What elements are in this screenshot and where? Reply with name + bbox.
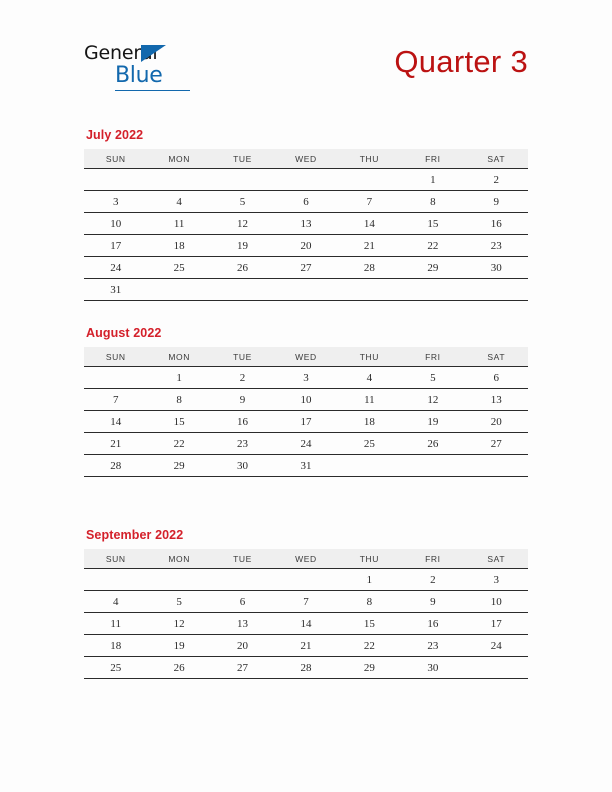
- calendar-week-row: [84, 213, 528, 235]
- month-block-august: [84, 326, 528, 477]
- calendar-day-cell[interactable]: 29: [338, 657, 401, 679]
- calendar-day-cell[interactable]: 23: [211, 433, 274, 455]
- calendar-day-cell[interactable]: 26: [211, 257, 274, 279]
- calendar-day-cell[interactable]: 22: [147, 433, 210, 455]
- calendar-day-empty: [211, 569, 274, 591]
- calendar-week-row: [84, 411, 528, 433]
- calendar-day-cell[interactable]: 7: [84, 389, 147, 411]
- calendar-day-empty: [401, 455, 464, 477]
- calendar-day-cell[interactable]: 21: [338, 235, 401, 257]
- calendar-table-july: [84, 149, 528, 301]
- calendar-day-cell[interactable]: 6: [465, 367, 528, 389]
- calendar-week-row: [84, 635, 528, 657]
- calendar-week-row: [84, 191, 528, 213]
- calendar-day-cell[interactable]: 21: [84, 433, 147, 455]
- calendar-day-cell[interactable]: 18: [147, 235, 210, 257]
- calendar-day-cell[interactable]: 5: [211, 191, 274, 213]
- calendar-day-cell[interactable]: 28: [274, 657, 337, 679]
- calendar-week-row: [84, 569, 528, 591]
- calendar-day-cell[interactable]: 3: [465, 569, 528, 591]
- calendar-week-row: [84, 613, 528, 635]
- calendar-day-cell[interactable]: 13: [465, 389, 528, 411]
- calendar-day-empty: [84, 367, 147, 389]
- calendar-day-cell[interactable]: 2: [401, 569, 464, 591]
- calendar-body: [84, 569, 528, 679]
- calendar-day-cell[interactable]: 16: [401, 613, 464, 635]
- calendar-day-cell[interactable]: 19: [211, 235, 274, 257]
- calendar-table-september: [84, 549, 528, 679]
- calendar-day-cell[interactable]: 11: [147, 213, 210, 235]
- calendar-day-empty: [211, 169, 274, 191]
- calendar-day-cell[interactable]: 16: [211, 411, 274, 433]
- weekday-header-tue: TUE: [211, 347, 274, 367]
- calendar-week-row: [84, 257, 528, 279]
- calendar-day-cell[interactable]: 3: [274, 367, 337, 389]
- calendar-week-row: [84, 455, 528, 477]
- calendar-day-cell[interactable]: 5: [147, 591, 210, 613]
- calendar-day-empty: [147, 169, 210, 191]
- calendar-week-row: [84, 235, 528, 257]
- calendar-day-cell[interactable]: 8: [147, 389, 210, 411]
- calendar-day-empty: [274, 569, 337, 591]
- calendar-day-empty: [465, 455, 528, 477]
- calendar-day-cell[interactable]: 18: [84, 635, 147, 657]
- calendar-day-cell[interactable]: 12: [211, 213, 274, 235]
- calendar-day-empty: [274, 169, 337, 191]
- calendar-day-cell[interactable]: 20: [465, 411, 528, 433]
- calendar-day-cell[interactable]: 27: [465, 433, 528, 455]
- calendar-day-empty: [338, 169, 401, 191]
- calendar-day-cell[interactable]: 9: [211, 389, 274, 411]
- calendar-body: [84, 367, 528, 477]
- weekday-header-tue: TUE: [211, 549, 274, 569]
- calendar-week-row: [84, 433, 528, 455]
- calendar-day-cell[interactable]: 9: [401, 591, 464, 613]
- calendar-day-cell[interactable]: 15: [147, 411, 210, 433]
- calendar-day-cell[interactable]: 10: [465, 591, 528, 613]
- weekday-header-sun: SUN: [84, 549, 147, 569]
- calendar-day-cell[interactable]: 24: [274, 433, 337, 455]
- calendar-day-cell[interactable]: 17: [465, 613, 528, 635]
- calendar-day-empty: [338, 279, 401, 301]
- calendar-day-cell[interactable]: 17: [84, 235, 147, 257]
- logo-text-general: General: [84, 42, 158, 64]
- weekday-header-tue: TUE: [211, 149, 274, 169]
- logo-triangle-icon: [141, 45, 166, 62]
- calendar-day-cell[interactable]: 30: [211, 455, 274, 477]
- calendar-day-cell[interactable]: 25: [147, 257, 210, 279]
- page-header: [84, 38, 528, 100]
- weekday-header-row: [84, 149, 528, 169]
- calendar-day-cell[interactable]: 30: [465, 257, 528, 279]
- quarter-title: Quarter 3: [394, 44, 528, 79]
- calendar-week-row: [84, 657, 528, 679]
- calendar-day-cell[interactable]: 11: [84, 613, 147, 635]
- calendar-day-cell[interactable]: 31: [84, 279, 147, 301]
- weekday-header-fri: FRI: [401, 149, 464, 169]
- weekday-header-sat: SAT: [465, 549, 528, 569]
- calendar-day-empty: [465, 279, 528, 301]
- weekday-header-fri: FRI: [401, 549, 464, 569]
- month-block-september: [84, 528, 528, 679]
- month-block-july: [84, 128, 528, 301]
- calendar-day-cell[interactable]: 1: [338, 569, 401, 591]
- calendar-day-cell[interactable]: 20: [274, 235, 337, 257]
- calendar-week-row: [84, 591, 528, 613]
- calendar-day-cell[interactable]: 12: [147, 613, 210, 635]
- calendar-day-cell[interactable]: 15: [338, 613, 401, 635]
- calendar-week-row: [84, 279, 528, 301]
- calendar-day-cell[interactable]: 13: [211, 613, 274, 635]
- calendar-day-cell[interactable]: 1: [147, 367, 210, 389]
- calendar-day-cell[interactable]: 10: [274, 389, 337, 411]
- weekday-header-thu: THU: [338, 549, 401, 569]
- calendar-day-cell[interactable]: 6: [211, 591, 274, 613]
- calendar-day-empty: [465, 657, 528, 679]
- calendar-day-cell[interactable]: 17: [274, 411, 337, 433]
- calendar-day-cell[interactable]: 8: [338, 591, 401, 613]
- month-title: August 2022: [86, 326, 162, 340]
- calendar-day-cell[interactable]: 18: [338, 411, 401, 433]
- calendar-day-empty: [84, 169, 147, 191]
- month-title: September 2022: [86, 528, 184, 542]
- calendar-body: [84, 169, 528, 301]
- calendar-day-cell[interactable]: 10: [84, 213, 147, 235]
- calendar-day-cell[interactable]: 27: [211, 657, 274, 679]
- calendar-day-empty: [147, 569, 210, 591]
- calendar-day-cell[interactable]: 6: [274, 191, 337, 213]
- logo-text-blue: Blue: [115, 63, 163, 88]
- weekday-header-sat: SAT: [465, 347, 528, 367]
- weekday-header-thu: THU: [338, 149, 401, 169]
- calendar-week-row: [84, 169, 528, 191]
- calendar-day-empty: [147, 279, 210, 301]
- calendar-week-row: [84, 389, 528, 411]
- calendar-day-cell[interactable]: 26: [147, 657, 210, 679]
- calendar-day-cell[interactable]: 4: [147, 191, 210, 213]
- weekday-header-sun: SUN: [84, 347, 147, 367]
- calendar-day-cell[interactable]: 31: [274, 455, 337, 477]
- calendar-day-cell[interactable]: 19: [147, 635, 210, 657]
- weekday-header-mon: MON: [147, 549, 210, 569]
- calendar-day-empty: [84, 569, 147, 591]
- calendar-day-cell[interactable]: 22: [338, 635, 401, 657]
- calendar-day-cell[interactable]: 7: [338, 191, 401, 213]
- calendar-day-cell[interactable]: 23: [465, 235, 528, 257]
- calendar-day-cell[interactable]: 24: [84, 257, 147, 279]
- calendar-day-empty: [401, 279, 464, 301]
- weekday-header-mon: MON: [147, 347, 210, 367]
- calendar-day-cell[interactable]: 14: [274, 613, 337, 635]
- weekday-header-mon: MON: [147, 149, 210, 169]
- weekday-header-wed: WED: [274, 149, 337, 169]
- weekday-header-wed: WED: [274, 347, 337, 367]
- calendar-day-empty: [274, 279, 337, 301]
- calendar-day-cell[interactable]: 25: [338, 433, 401, 455]
- calendar-day-cell[interactable]: 19: [401, 411, 464, 433]
- calendar-day-cell[interactable]: 28: [338, 257, 401, 279]
- weekday-header-row: [84, 549, 528, 569]
- calendar-day-cell[interactable]: 5: [401, 367, 464, 389]
- calendar-day-cell[interactable]: 23: [401, 635, 464, 657]
- calendar-day-cell[interactable]: 27: [274, 257, 337, 279]
- weekday-header-sun: SUN: [84, 149, 147, 169]
- calendar-day-cell[interactable]: 14: [84, 411, 147, 433]
- calendar-day-cell[interactable]: 30: [401, 657, 464, 679]
- calendar-day-cell[interactable]: 21: [274, 635, 337, 657]
- logo-underline: [115, 90, 190, 91]
- calendar-day-cell[interactable]: 22: [401, 235, 464, 257]
- calendar-day-cell[interactable]: 4: [84, 591, 147, 613]
- calendar-day-empty: [338, 455, 401, 477]
- calendar-day-cell[interactable]: 15: [401, 213, 464, 235]
- calendar-day-cell[interactable]: 1: [401, 169, 464, 191]
- calendar-day-cell[interactable]: 8: [401, 191, 464, 213]
- calendar-day-cell[interactable]: 3: [84, 191, 147, 213]
- calendar-day-cell[interactable]: 2: [465, 169, 528, 191]
- weekday-header-wed: WED: [274, 549, 337, 569]
- month-title: July 2022: [86, 128, 144, 142]
- calendar-day-cell[interactable]: 9: [465, 191, 528, 213]
- calendar-day-cell[interactable]: 4: [338, 367, 401, 389]
- calendar-day-cell[interactable]: 24: [465, 635, 528, 657]
- general-blue-logo[interactable]: [84, 38, 264, 96]
- calendar-day-cell[interactable]: 12: [401, 389, 464, 411]
- calendar-table-august: [84, 347, 528, 477]
- calendar-day-cell[interactable]: 26: [401, 433, 464, 455]
- calendar-day-cell[interactable]: 25: [84, 657, 147, 679]
- weekday-header-row: [84, 347, 528, 367]
- calendar-day-cell[interactable]: 28: [84, 455, 147, 477]
- calendar-day-cell[interactable]: 13: [274, 213, 337, 235]
- weekday-header-fri: FRI: [401, 347, 464, 367]
- calendar-day-cell[interactable]: 14: [338, 213, 401, 235]
- calendar-day-cell[interactable]: 7: [274, 591, 337, 613]
- weekday-header-thu: THU: [338, 347, 401, 367]
- calendar-day-cell[interactable]: 11: [338, 389, 401, 411]
- calendar-day-cell[interactable]: 16: [465, 213, 528, 235]
- weekday-header-sat: SAT: [465, 149, 528, 169]
- calendar-day-empty: [211, 279, 274, 301]
- calendar-day-cell[interactable]: 29: [147, 455, 210, 477]
- calendar-week-row: [84, 367, 528, 389]
- calendar-day-cell[interactable]: 20: [211, 635, 274, 657]
- calendar-day-cell[interactable]: 29: [401, 257, 464, 279]
- calendar-day-cell[interactable]: 2: [211, 367, 274, 389]
